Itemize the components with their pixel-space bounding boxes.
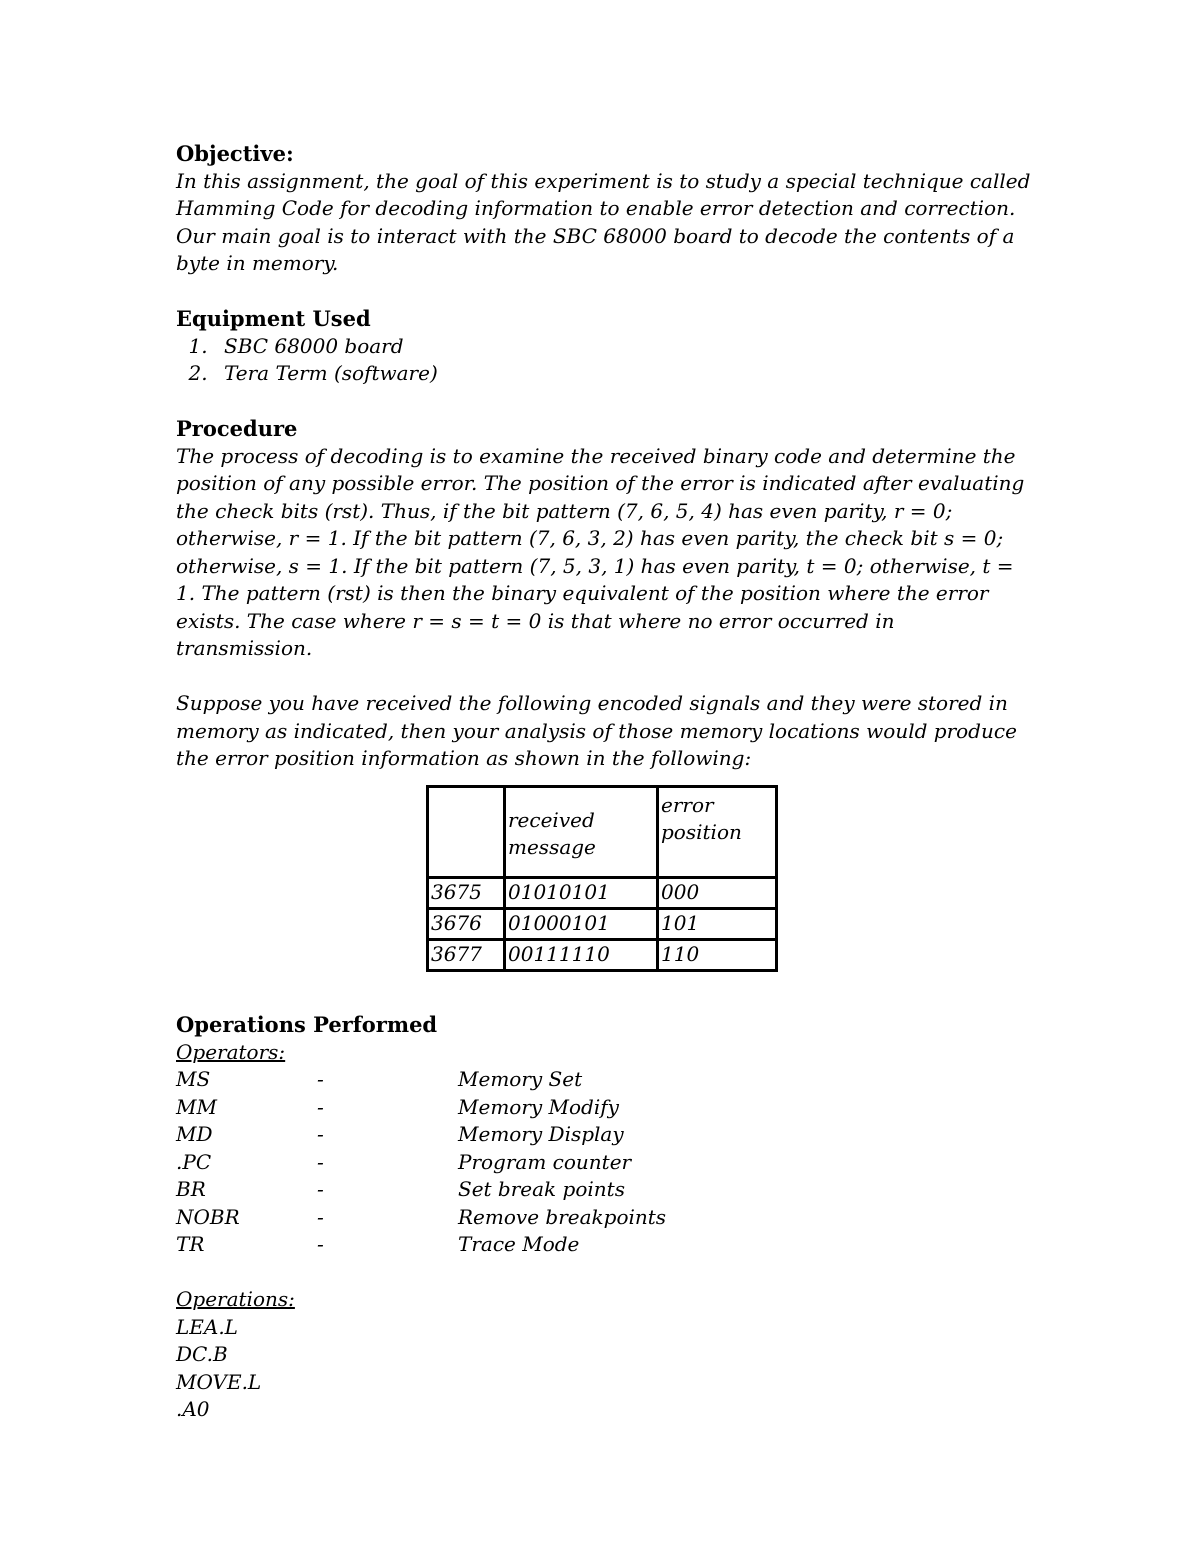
operator-code: BR bbox=[176, 1177, 206, 1201]
objective-text: In this assignment, the goal of this experiment is to study a special technique called Hamming Code for decoding information to enable error detection and correction. Our main goal is to interact with the SBC 68000 board to decode the contents of a byte in memory. bbox=[176, 168, 1031, 275]
table-cell: 01000101 bbox=[505, 908, 658, 939]
hamming-table bbox=[426, 785, 778, 972]
operator-dash: - bbox=[317, 1122, 324, 1146]
operator-row bbox=[176, 1121, 1036, 1149]
operator-description: Trace Mode bbox=[458, 1232, 580, 1256]
operator-row bbox=[176, 1231, 1036, 1259]
operations-heading: Operations Performed bbox=[176, 1012, 438, 1037]
table-header-cell: received message bbox=[505, 786, 658, 877]
table-cell: 00111110 bbox=[505, 939, 658, 970]
operator-dash: - bbox=[317, 1094, 324, 1119]
table-cell: 01010101 bbox=[505, 877, 658, 908]
equipment-list bbox=[176, 333, 1036, 388]
table-row bbox=[428, 908, 777, 939]
table-cell: 101 bbox=[658, 908, 777, 939]
operator-description: Memory Set bbox=[458, 1067, 583, 1091]
table-cell: 3677 bbox=[428, 939, 505, 970]
operator-dash: - bbox=[317, 1067, 324, 1091]
table-cell: 3675 bbox=[428, 877, 505, 908]
operator-row bbox=[176, 1149, 1036, 1177]
operator-description: Memory Display bbox=[458, 1122, 624, 1146]
operator-dash: - bbox=[317, 1177, 324, 1201]
operations-label: Operations: bbox=[176, 1287, 295, 1311]
operator-code: NOBR bbox=[176, 1204, 240, 1229]
table-cell: 3676 bbox=[428, 908, 505, 939]
table-row bbox=[428, 939, 777, 970]
table-header-cell bbox=[428, 786, 505, 877]
operator-description: Set break points bbox=[458, 1177, 625, 1201]
equipment-heading: Equipment Used bbox=[176, 306, 371, 331]
objective-heading: Objective: bbox=[176, 141, 294, 166]
operator-description: Program counter bbox=[458, 1149, 632, 1174]
operator-row bbox=[176, 1066, 1036, 1094]
operator-code: MD bbox=[176, 1122, 213, 1146]
document-page bbox=[176, 140, 1036, 1424]
operators-list bbox=[176, 1066, 1036, 1259]
operations-list bbox=[176, 1314, 1036, 1424]
operator-code: MM bbox=[176, 1094, 217, 1119]
operation-item: LEA.L bbox=[176, 1314, 238, 1339]
table-cell: 000 bbox=[658, 877, 777, 908]
table-row bbox=[428, 877, 777, 908]
equipment-item: 1. SBC 68000 board bbox=[214, 333, 1036, 361]
operator-code: TR bbox=[176, 1232, 205, 1256]
table-cell: 110 bbox=[658, 939, 777, 970]
operation-item: DC.B bbox=[176, 1342, 228, 1366]
operation-item: MOVE.L bbox=[176, 1369, 262, 1394]
operation-item: .A0 bbox=[176, 1397, 210, 1421]
operator-dash: - bbox=[317, 1149, 324, 1174]
procedure-heading: Procedure bbox=[176, 416, 298, 441]
table-header-cell: error position bbox=[658, 786, 777, 877]
procedure-text-2: Suppose you have received the following encoded signals and they were stored in memory as indicated, then your analysis of those memory locations would produce the error position information as shown in the following: bbox=[176, 691, 1017, 770]
operator-code: .PC bbox=[176, 1149, 212, 1174]
operators-label: Operators: bbox=[176, 1039, 286, 1064]
operator-row bbox=[176, 1094, 1036, 1122]
operator-row bbox=[176, 1176, 1036, 1204]
operator-description: Remove breakpoints bbox=[458, 1204, 667, 1229]
operator-description: Memory Modify bbox=[458, 1094, 619, 1119]
operator-row bbox=[176, 1204, 1036, 1232]
operator-dash: - bbox=[317, 1204, 324, 1229]
table-header-row bbox=[428, 786, 777, 877]
procedure-text: The process of decoding is to examine the received binary code and determine the position of any possible error. The position of the error is indicated after evaluating the check bits (rst). Thus, if the bit pattern (7, 6, 5, 4) has even parity, r = 0; otherwise, r = 1. If the bit pattern (7, 6, 3, 2) has even parity, the check bit s = 0; otherwise, s = 1. If the bit pattern (7, 5, 3, 1) has even parity, t = 0; otherwise, t = 1. The pattern (rst) is then the binary equivalent of the position where the error exists. The case where r = s = t = 0 is that where no error occurred in transmission. bbox=[176, 443, 1025, 660]
operator-dash: - bbox=[317, 1232, 324, 1256]
operator-code: MS bbox=[176, 1067, 211, 1091]
equipment-item: 2. Tera Term (software) bbox=[214, 360, 1036, 388]
